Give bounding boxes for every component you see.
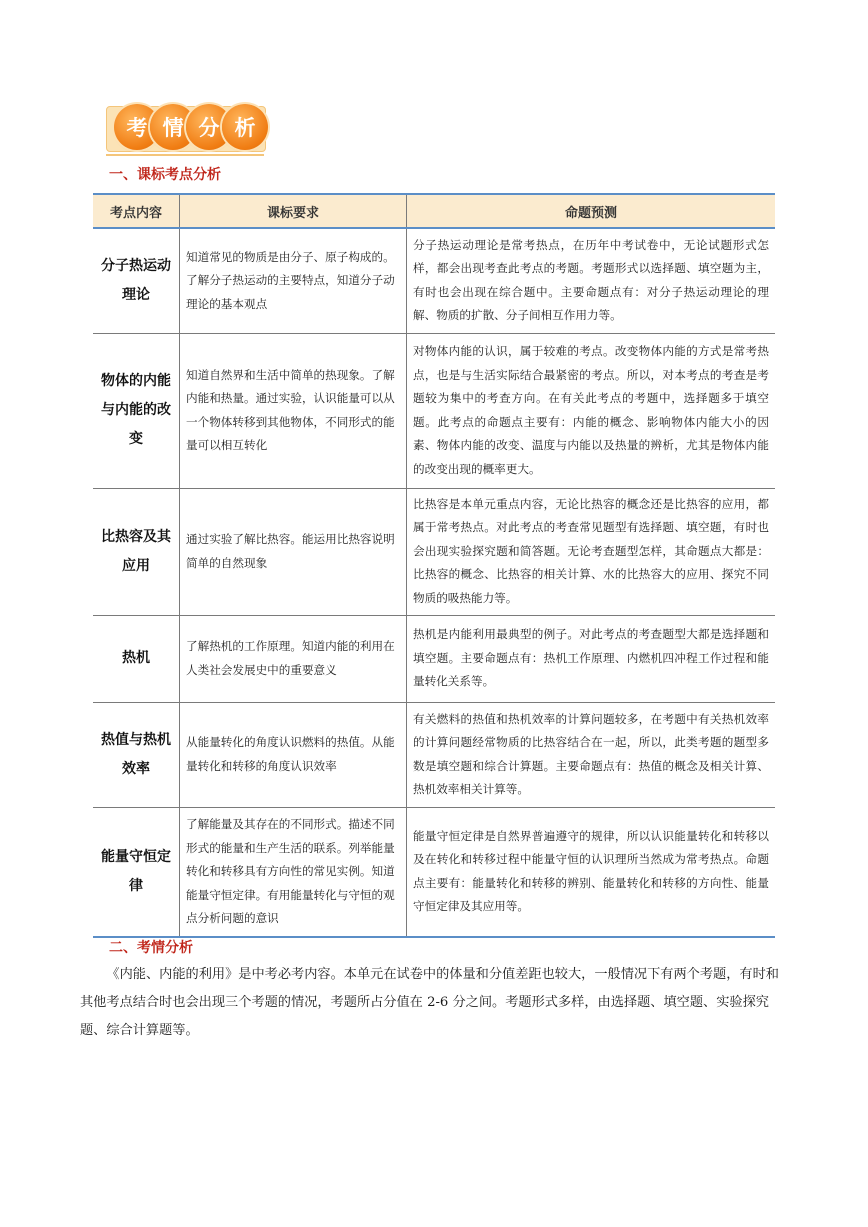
banner-badge: 情	[150, 104, 196, 150]
exam-point-table	[93, 193, 775, 938]
column-header-requirement: 课标要求	[180, 194, 407, 228]
banner-underline	[106, 154, 264, 156]
topic-cell: 比热容及其应用	[101, 528, 171, 574]
requirement-cell: 知道自然界和生活中简单的热现象。了解内能和热量。通过实验，认识能量可以从一个物体转移到其他物体，不同形式的能量可以相互转化	[186, 367, 395, 452]
table-row	[93, 702, 775, 807]
table-row	[93, 807, 775, 937]
table-row	[93, 488, 775, 615]
requirement-cell: 了解热机的工作原理。知道内能的利用在人类社会发展史中的重要意义	[186, 639, 395, 677]
prediction-cell: 热机是内能利用最典型的例子。对此考点的考查题型大都是选择题和填空题。主要命题点有：热机工作原理、内燃机四冲程工作过程和能量转化关系等。	[413, 627, 769, 689]
section-title-exam-analysis: 二、考情分析	[109, 940, 193, 956]
banner-badge: 分	[186, 104, 232, 150]
topic-cell: 分子热运动理论	[101, 257, 171, 303]
table-header-row	[93, 194, 775, 228]
column-header-prediction: 命题预测	[407, 194, 776, 228]
prediction-cell: 分子热运动理论是常考热点，在历年中考试卷中，无论试题形式怎样，都会出现考查此考点的考题。考题形式以选择题、填空题为主，有时也会出现在综合题中。主要命题点有：对分子热运动理论的理解、物质的扩散、分子间相互作用力等。	[413, 237, 769, 323]
table-row	[93, 333, 775, 488]
prediction-cell: 能量守恒定律是自然界普遍遵守的规律，所以认识能量转化和转移以及在转化和转移过程中能量守恒的认识理所当然成为常考热点。命题点主要有：能量转化和转移的辨别、能量转化和转移的方向性、能量守恒定律及其应用等。	[413, 828, 769, 914]
topic-cell: 热值与热机效率	[101, 731, 171, 777]
requirement-cell: 了解能量及其存在的不同形式。描述不同形式的能量和生产生活的联系。列举能量转化和转移具有方向性的常见实例。知道能量守恒定律。有用能量转化与守恒的观点分析问题的意识	[186, 817, 395, 925]
banner-badge: 考	[114, 104, 160, 150]
requirement-cell: 知道常见的物质是由分子、原子构成的。了解分子热运动的主要特点，知道分子动理论的基本观点	[186, 249, 395, 311]
prediction-cell: 对物体内能的认识，属于较难的考点。改变物体内能的方式是常考热点，也是与生活实际结合最紧密的考点。所以，对本考点的考查是考题较为集中的考查方向。在有关此考点的考题中，选择题多于填空题。此考点的命题点主要有：内能的概念、影响物体内能大小的因素、物体内能的改变、温度与内能以及热量的辨析，尤其是物体内能的改变出现的概率更大。	[413, 344, 769, 476]
requirement-cell: 从能量转化的角度认识燃料的热值。从能量转化和转移的角度认识效率	[186, 735, 395, 773]
prediction-cell: 有关燃料的热值和热机效率的计算问题较多，在考题中有关热机效率的计算问题经常物质的比热容结合在一起，所以，此类考题的题型多数是填空题和综合计算题。主要命题点有：热值的概念及相关计算、热机效率相关计算等。	[413, 711, 769, 796]
table-row	[93, 615, 775, 702]
column-header-topic: 考点内容	[93, 194, 180, 228]
topic-cell: 能量守恒定律	[101, 848, 171, 894]
analysis-paragraph: 《内能、内能的利用》是中考必考内容。本单元在试卷中的体量和分值差距也较大，一般情况下有两个考题，有时和其他考点结合时也会出现三个考题的情况，考题所占分值在 2-6 分之间。考题形式多样，由选择题、填空题、实验探究题、综合计算题等。	[80, 967, 779, 1038]
requirement-cell: 通过实验了解比热容。能运用比热容说明简单的自然现象	[186, 532, 395, 570]
prediction-cell: 比热容是本单元重点内容，无论比热容的概念还是比热容的应用，都属于常考热点。对此考点的考查常见题型有选择题、填空题，有时也会出现实验探究题和简答题。无论考查题型怎样，其命题点大都是：比热容的概念、比热容的相关计算、水的比热容大的应用、探究不同物质的吸热能力等。	[413, 496, 769, 605]
table-row	[93, 228, 775, 333]
section-banner	[106, 100, 264, 156]
topic-cell: 热机	[122, 650, 150, 666]
banner-badge: 析	[222, 104, 268, 150]
topic-cell: 物体的内能与内能的改变	[101, 373, 171, 447]
section-title-curriculum: 一、课标考点分析	[109, 167, 221, 183]
